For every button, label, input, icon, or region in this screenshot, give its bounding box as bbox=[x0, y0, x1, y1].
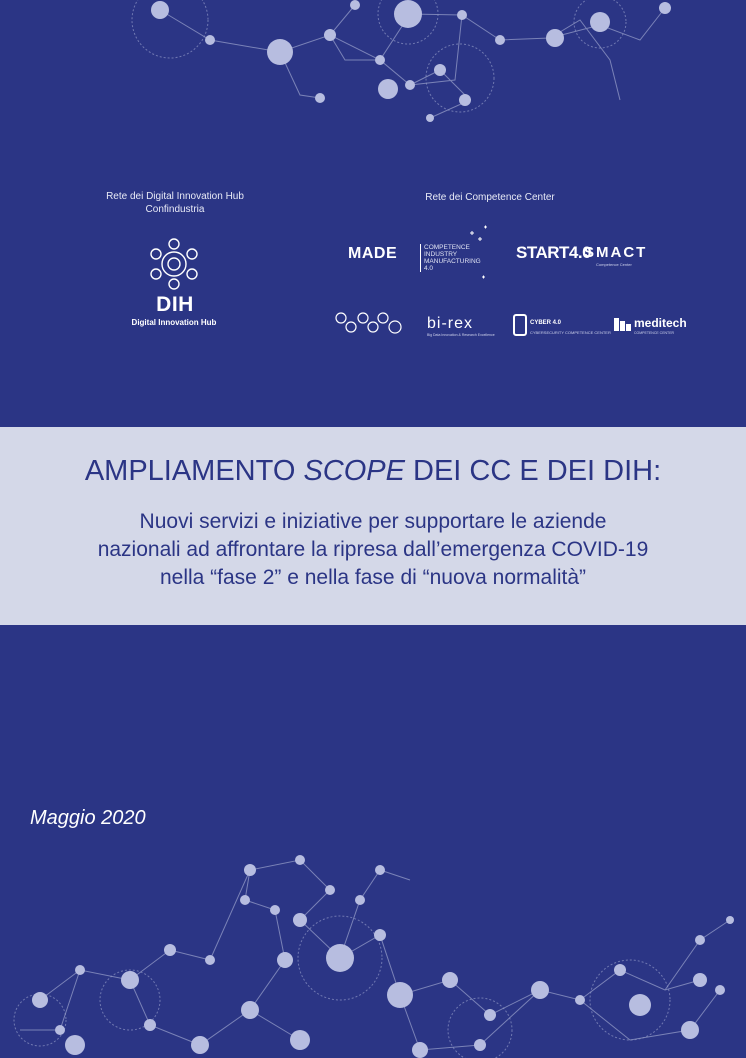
smact-logo-subtitle: Competence Center bbox=[596, 262, 632, 267]
meditech-logo: meditech bbox=[634, 316, 687, 330]
dih-logo-subtitle: Digital Innovation Hub bbox=[131, 318, 217, 327]
made-sub-line: COMPETENCE bbox=[424, 244, 470, 251]
smact-logo: SMACT bbox=[584, 244, 648, 261]
publication-date: Maggio 2020 bbox=[30, 807, 146, 829]
subtitle-line: nazionali ad affrontare la ripresa dall’emergenza COVID-19 bbox=[97, 538, 649, 561]
cc-network-caption: Rete dei Competence Center bbox=[425, 192, 555, 203]
dih-network-caption bbox=[90, 190, 260, 216]
dih-caption-line-1: Rete dei Digital Innovation Hub bbox=[106, 191, 244, 202]
made-sub-line: 4.0 bbox=[424, 265, 434, 272]
cyber40-logo: CYBER 4.0 bbox=[530, 320, 562, 326]
subtitle-line: nella “fase 2” e nella fase di “nuova normalità” bbox=[159, 566, 587, 589]
title-part: DEI CC E DEI DIH: bbox=[404, 455, 662, 487]
made-sub-line: MANUFACTURING bbox=[424, 258, 481, 265]
subtitle-line: Nuovi servizi e iniziative per supportare le aziende bbox=[139, 510, 607, 533]
start40-logo: START4.0 bbox=[516, 243, 592, 262]
network-decoration-top bbox=[0, 0, 746, 130]
birex-logo: bi-rex bbox=[427, 315, 474, 332]
dih-caption-line-2: Confindustria bbox=[145, 204, 205, 215]
meditech-logo-subtitle: COMPETENCE CENTER bbox=[634, 331, 675, 335]
cyber40-logo-subtitle: CYBERSECURITY COMPETENCE CENTER bbox=[530, 330, 611, 335]
made-stars-icon bbox=[462, 225, 492, 285]
made-sub-line: INDUSTRY bbox=[424, 251, 458, 258]
artes-logo-icon bbox=[335, 310, 403, 336]
dih-logo-text: DIH bbox=[156, 293, 194, 316]
cyber-logo-icon bbox=[513, 314, 527, 336]
title-emphasis: SCOPE bbox=[303, 455, 405, 487]
dih-emblem-icon bbox=[146, 236, 202, 292]
meditech-logo-icon bbox=[614, 318, 632, 331]
document-title bbox=[0, 455, 746, 488]
made-logo: MADE bbox=[348, 245, 398, 262]
birex-logo-subtitle: Big Data Innovation & Research Excellence bbox=[427, 333, 495, 337]
network-decoration-bottom bbox=[0, 840, 746, 1058]
document-subtitle bbox=[40, 508, 706, 592]
title-part: AMPLIAMENTO bbox=[84, 455, 304, 487]
